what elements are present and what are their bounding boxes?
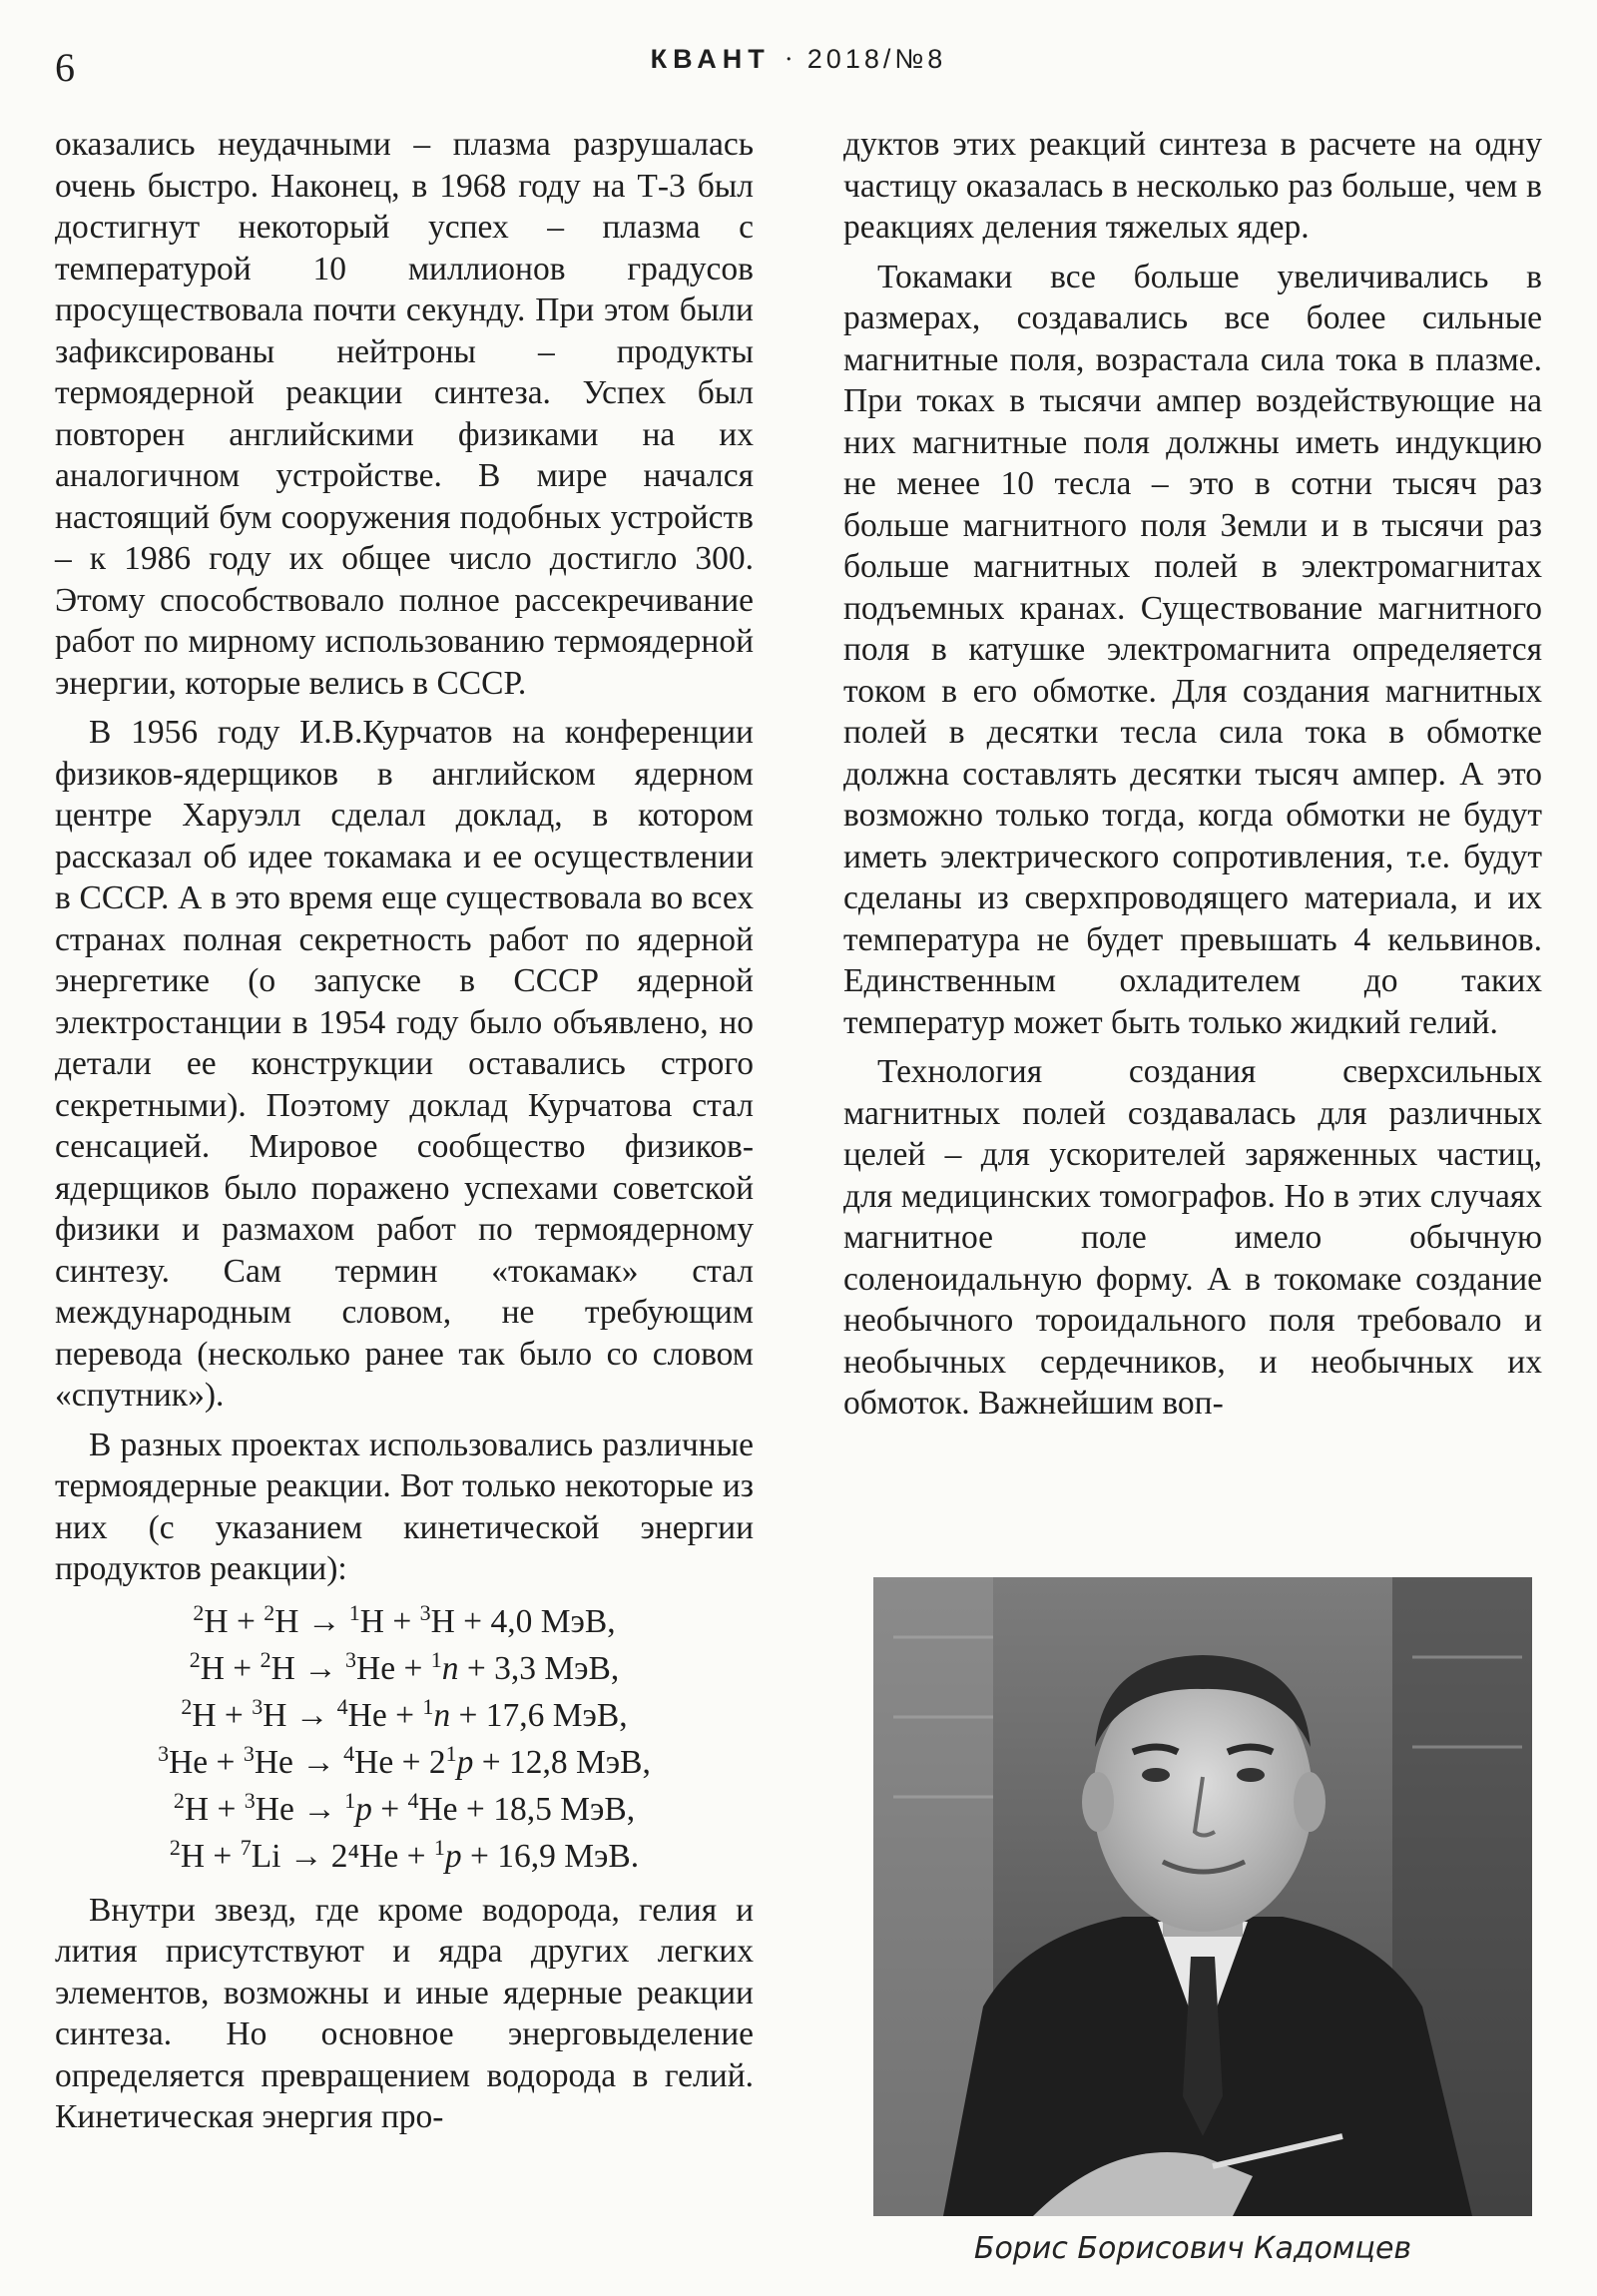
nucleus: He [255, 1790, 294, 1828]
plus-sign: + [371, 1790, 408, 1828]
coefficient: 2 [428, 1743, 446, 1781]
mass-number: 2 [264, 1599, 275, 1625]
nucleus: 2⁴He [330, 1837, 399, 1875]
arrow: → [280, 1837, 331, 1875]
reaction-equation [55, 1739, 754, 1786]
issue-number: 2018/№8 [806, 44, 947, 74]
nucleus: n [433, 1696, 451, 1734]
nucleus: He [254, 1743, 293, 1781]
reaction-equations [55, 1598, 754, 1880]
nucleus: n [441, 1649, 459, 1687]
mass-number: 2 [193, 1599, 205, 1625]
mass-number: 3 [244, 1787, 256, 1813]
mass-number: 3 [158, 1740, 170, 1766]
nucleus: H [263, 1696, 287, 1734]
header-separator: · [784, 44, 794, 74]
nucleus: p [355, 1790, 372, 1828]
plus-sign: + [393, 1743, 429, 1781]
photo-caption: Борис Борисович Кадомцев [973, 2231, 1412, 2266]
nucleus: H [204, 1602, 229, 1640]
mass-number: 2 [260, 1646, 271, 1672]
plus-sign: + [224, 1649, 261, 1687]
paragraph: оказались неудачными – плазма разрушалась очень быстро. Наконец, в 1968 году на Т-3 был достигнут некоторый успех – плазма с температурой 10 миллионов градусов просуществовала почти секунду. При этом были зафиксированы нейтроны – продукты термоядерной реакции синтеза. Успех был повторен английскими физиками на их аналогичном устройстве. В мире начался настоящий бум сооружения подобных устройств – к 1986 году их общее число достигло 300. Этому способствовало полное рассекречивание работ по мирному использованию термоядерной энергии, которые велись в СССР. [55, 126, 754, 702]
portrait-illustration [873, 1577, 1532, 2216]
portrait-photo [873, 1577, 1532, 2216]
mass-number: 3 [419, 1599, 431, 1625]
arrow: → [294, 1649, 346, 1687]
mass-number: 1 [433, 1834, 445, 1860]
energy: + 16,9 МэВ. [461, 1837, 640, 1875]
nucleus: H [270, 1649, 295, 1687]
mass-number: 7 [240, 1834, 252, 1860]
energy: + 3,3 МэВ, [458, 1649, 620, 1687]
energy: + 4,0 МэВ, [454, 1602, 616, 1640]
plus-sign: + [208, 1743, 244, 1781]
reaction-equation [55, 1786, 754, 1833]
reaction-equation [55, 1692, 754, 1739]
plus-sign: + [228, 1602, 265, 1640]
plus-sign: + [205, 1837, 241, 1875]
reaction-equation [55, 1598, 754, 1645]
reaction-equation [55, 1645, 754, 1692]
nucleus: He [347, 1696, 387, 1734]
mass-number: 2 [173, 1787, 185, 1813]
nucleus: p [444, 1837, 462, 1875]
paragraph: Токамаки все больше увеличивались в размерах, создавались все более сильные магнитные поля, возрастала сила тока в плазме. При токах в тысячи ампер воздействующие на них магнитные поля должны иметь индукцию не менее 10 тесла – это в сотни тысяч раз больше магнитного поля Земли и в тысячи раз больше магнитных полей в электромагнитах подъемных кранах. Существование магнитного поля в катушке электромагнита определяется током в его обмотке. Для создания магнитных полей в десятки тесла сила тока в обмотке должна составлять десятки тысяч ампер. А это возможно только тогда, когда обмотки не будут иметь электрического сопротивления, т.е. будут сделаны из сверхпроводящего материала, и их температура не будет превышать 4 кельвинов. Единственным охладителем до таких температур может быть только жидкий гелий. [843, 258, 1542, 1041]
nucleus: H [359, 1602, 384, 1640]
plus-sign: + [209, 1790, 245, 1828]
nucleus: He [418, 1790, 458, 1828]
nucleus: H [274, 1602, 299, 1640]
nucleus: H [430, 1602, 455, 1640]
journal-title: КВАНТ [650, 44, 771, 74]
arrow: → [292, 1743, 344, 1781]
mass-number: 2 [189, 1646, 201, 1672]
nucleus: He [354, 1743, 394, 1781]
mass-number: 4 [336, 1693, 348, 1719]
paragraph: Внутри звезд, где кроме водорода, гелия и лития присутствуют и ядра других легких элементов, возможны и иные ядерные реакции синтеза. Но основное энерговыделение определяется превращением водорода в гелий. Кинетическая энергия про- [55, 1891, 754, 2135]
paragraph: В разных проектах использовались различные термоядерные реакции. Вот только некоторые из них (с указанием кинетической энергии продуктов реакции): [55, 1426, 754, 1587]
nucleus: He [356, 1649, 396, 1687]
nucleus: p [456, 1743, 474, 1781]
mass-number: 3 [345, 1646, 357, 1672]
paragraph: В 1956 году И.В.Курчатов на конференции физиков-ядерщиков в английском ядерном центре Харуэлл сделал доклад, в котором рассказал об идее токамака и ее осуществлении в СССР. А в это время еще существовала во всех странах полная секретность работ по ядерной энергетике (о запуске в СССР ядерной электростанции в 1954 году было объявлено, но детали ее конструкции оставались строго секретными). Поэтому доклад Курчатова стал сенсацией. Мировое сообщество физиков-ядерщиков было поражено успехами советской физики и размахом работ по термоядерному синтезу. Сам термин «токамак» стал международным словом, не требующим перевода (несколько ранее так было со словом «спутник»). [55, 714, 754, 1414]
mass-number: 4 [343, 1740, 355, 1766]
energy: + 17,6 МэВ, [450, 1696, 628, 1734]
plus-sign: + [398, 1837, 434, 1875]
nucleus: H [180, 1837, 206, 1875]
reaction-equation [55, 1833, 754, 1880]
plus-sign: + [386, 1696, 423, 1734]
mass-number: 3 [243, 1740, 255, 1766]
nucleus: Li [251, 1837, 281, 1875]
page-header [0, 0, 1597, 120]
mass-number: 1 [430, 1646, 442, 1672]
plus-sign: + [383, 1602, 420, 1640]
nucleus: H [184, 1790, 210, 1828]
energy: + 18,5 МэВ, [457, 1790, 636, 1828]
mass-number: 1 [344, 1787, 356, 1813]
page-number: 6 [55, 45, 75, 90]
plus-sign: + [395, 1649, 431, 1687]
nucleus: He [169, 1743, 209, 1781]
mass-number: 1 [445, 1740, 457, 1766]
paragraph: Технология создания сверхсильных магнитных полей создавалась для различных целей – для ускорителей заряженных частиц, для медицинских томографов. Но в этих случаях магнитное поле имело обычную соленоидальную форму. А в токомаке создание необычного тороидального поля требовало и необычных сердечников, и необычных их обмоток. Важнейшим воп- [843, 1053, 1542, 1422]
mass-number: 3 [252, 1693, 264, 1719]
arrow: → [286, 1696, 337, 1734]
plus-sign: + [216, 1696, 253, 1734]
mass-number: 1 [422, 1693, 434, 1719]
arrow: → [298, 1602, 349, 1640]
running-head [0, 44, 1597, 75]
left-column [55, 124, 754, 2146]
right-column [843, 124, 1542, 1433]
mass-number: 2 [169, 1834, 181, 1860]
mass-number: 1 [348, 1599, 360, 1625]
mass-number: 4 [407, 1787, 419, 1813]
energy: + 12,8 МэВ, [473, 1743, 651, 1781]
paragraph: дуктов этих реакций синтеза в расчете на одну частицу оказалась в несколько раз больше, чем в реакциях деления тяжелых ядер. [843, 126, 1542, 246]
nucleus: H [192, 1696, 217, 1734]
arrow: → [293, 1790, 345, 1828]
mass-number: 2 [181, 1693, 193, 1719]
nucleus: H [200, 1649, 225, 1687]
